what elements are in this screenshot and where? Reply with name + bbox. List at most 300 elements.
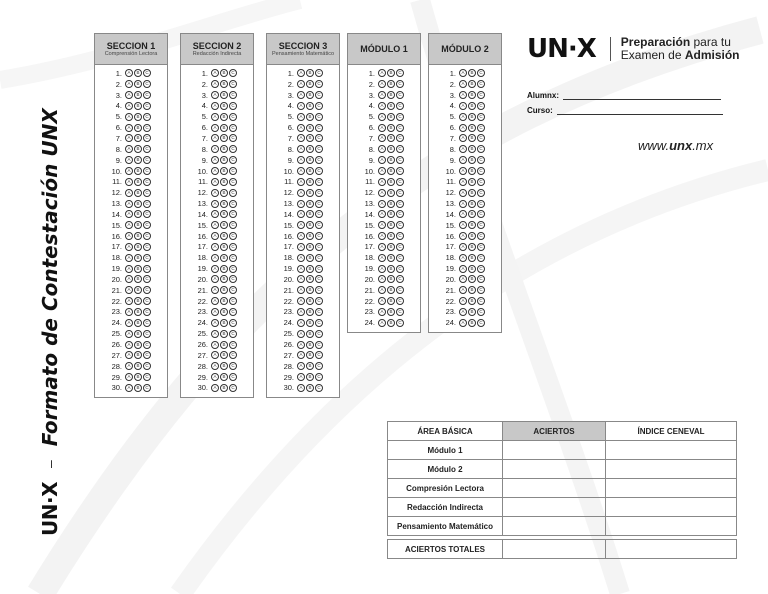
answer-bubble-c[interactable]: C xyxy=(477,80,485,88)
answer-bubble-a[interactable]: A xyxy=(211,200,219,208)
answer-bubble-c[interactable]: C xyxy=(229,124,237,132)
answer-bubble-b[interactable]: B xyxy=(306,362,314,370)
answer-bubble-a[interactable]: A xyxy=(297,286,305,294)
answer-bubble-a[interactable]: A xyxy=(297,308,305,316)
total-indice-cell[interactable] xyxy=(606,540,737,559)
answer-bubble-c[interactable]: C xyxy=(143,80,151,88)
answer-bubble-b[interactable]: B xyxy=(220,308,228,316)
answer-bubble-c[interactable]: C xyxy=(229,351,237,359)
answer-bubble-a[interactable]: A xyxy=(211,102,219,110)
answer-bubble-c[interactable]: C xyxy=(396,156,404,164)
answer-bubble-b[interactable]: B xyxy=(306,297,314,305)
answer-bubble-a[interactable]: A xyxy=(459,156,467,164)
answer-bubble-c[interactable]: C xyxy=(396,189,404,197)
answer-bubble-c[interactable]: C xyxy=(315,265,323,273)
answer-bubble-b[interactable]: B xyxy=(134,156,142,164)
indice-cell[interactable] xyxy=(606,517,737,536)
answer-bubble-c[interactable]: C xyxy=(229,91,237,99)
answer-bubble-a[interactable]: A xyxy=(297,221,305,229)
answer-bubble-b[interactable]: B xyxy=(306,232,314,240)
answer-bubble-b[interactable]: B xyxy=(306,156,314,164)
answer-bubble-b[interactable]: B xyxy=(387,102,395,110)
answer-bubble-b[interactable]: B xyxy=(468,178,476,186)
answer-bubble-b[interactable]: B xyxy=(134,69,142,77)
answer-bubble-b[interactable]: B xyxy=(220,200,228,208)
answer-bubble-b[interactable]: B xyxy=(134,319,142,327)
answer-bubble-b[interactable]: B xyxy=(306,330,314,338)
answer-bubble-a[interactable]: A xyxy=(297,265,305,273)
answer-bubble-c[interactable]: C xyxy=(396,80,404,88)
answer-bubble-a[interactable]: A xyxy=(125,297,133,305)
answer-bubble-c[interactable]: C xyxy=(143,330,151,338)
answer-bubble-b[interactable]: B xyxy=(134,297,142,305)
answer-bubble-b[interactable]: B xyxy=(220,91,228,99)
answer-bubble-b[interactable]: B xyxy=(220,113,228,121)
answer-bubble-c[interactable]: C xyxy=(477,69,485,77)
answer-bubble-b[interactable]: B xyxy=(134,210,142,218)
answer-bubble-c[interactable]: C xyxy=(477,178,485,186)
answer-bubble-b[interactable]: B xyxy=(306,178,314,186)
answer-bubble-b[interactable]: B xyxy=(387,189,395,197)
answer-bubble-b[interactable]: B xyxy=(468,80,476,88)
answer-bubble-b[interactable]: B xyxy=(387,275,395,283)
answer-bubble-c[interactable]: C xyxy=(143,232,151,240)
answer-bubble-c[interactable]: C xyxy=(315,167,323,175)
answer-bubble-b[interactable]: B xyxy=(306,113,314,121)
answer-bubble-a[interactable]: A xyxy=(211,275,219,283)
answer-bubble-b[interactable]: B xyxy=(387,243,395,251)
answer-bubble-c[interactable]: C xyxy=(143,91,151,99)
answer-bubble-c[interactable]: C xyxy=(143,167,151,175)
answer-bubble-c[interactable]: C xyxy=(477,232,485,240)
answer-bubble-a[interactable]: A xyxy=(297,210,305,218)
answer-bubble-c[interactable]: C xyxy=(143,200,151,208)
answer-bubble-b[interactable]: B xyxy=(387,308,395,316)
answer-bubble-b[interactable]: B xyxy=(306,102,314,110)
answer-bubble-b[interactable]: B xyxy=(134,145,142,153)
answer-bubble-b[interactable]: B xyxy=(220,384,228,392)
answer-bubble-c[interactable]: C xyxy=(229,200,237,208)
answer-bubble-a[interactable]: A xyxy=(378,221,386,229)
answer-bubble-c[interactable]: C xyxy=(143,156,151,164)
answer-bubble-c[interactable]: C xyxy=(229,373,237,381)
answer-bubble-c[interactable]: C xyxy=(396,319,404,327)
answer-bubble-a[interactable]: A xyxy=(211,156,219,164)
answer-bubble-a[interactable]: A xyxy=(211,341,219,349)
indice-cell[interactable] xyxy=(606,441,737,460)
answer-bubble-c[interactable]: C xyxy=(229,167,237,175)
answer-bubble-b[interactable]: B xyxy=(387,221,395,229)
answer-bubble-b[interactable]: B xyxy=(387,91,395,99)
answer-bubble-a[interactable]: A xyxy=(459,167,467,175)
answer-bubble-c[interactable]: C xyxy=(477,189,485,197)
answer-bubble-a[interactable]: A xyxy=(211,189,219,197)
answer-bubble-c[interactable]: C xyxy=(229,156,237,164)
answer-bubble-b[interactable]: B xyxy=(387,319,395,327)
answer-bubble-a[interactable]: A xyxy=(297,167,305,175)
answer-bubble-b[interactable]: B xyxy=(134,134,142,142)
answer-bubble-c[interactable]: C xyxy=(229,232,237,240)
answer-bubble-a[interactable]: A xyxy=(297,373,305,381)
answer-bubble-a[interactable]: A xyxy=(459,80,467,88)
answer-bubble-b[interactable]: B xyxy=(387,210,395,218)
answer-bubble-c[interactable]: C xyxy=(477,134,485,142)
answer-bubble-b[interactable]: B xyxy=(387,265,395,273)
answer-bubble-a[interactable]: A xyxy=(459,189,467,197)
answer-bubble-b[interactable]: B xyxy=(306,265,314,273)
answer-bubble-c[interactable]: C xyxy=(143,286,151,294)
answer-bubble-c[interactable]: C xyxy=(396,232,404,240)
answer-bubble-b[interactable]: B xyxy=(134,80,142,88)
answer-bubble-c[interactable]: C xyxy=(396,297,404,305)
answer-bubble-a[interactable]: A xyxy=(297,351,305,359)
answer-bubble-a[interactable]: A xyxy=(211,254,219,262)
answer-bubble-a[interactable]: A xyxy=(459,102,467,110)
answer-bubble-a[interactable]: A xyxy=(211,113,219,121)
answer-bubble-c[interactable]: C xyxy=(229,308,237,316)
answer-bubble-c[interactable]: C xyxy=(396,167,404,175)
answer-bubble-c[interactable]: C xyxy=(396,275,404,283)
answer-bubble-c[interactable]: C xyxy=(477,243,485,251)
answer-bubble-c[interactable]: C xyxy=(315,351,323,359)
answer-bubble-a[interactable]: A xyxy=(378,210,386,218)
answer-bubble-c[interactable]: C xyxy=(477,113,485,121)
answer-bubble-a[interactable]: A xyxy=(297,178,305,186)
answer-bubble-c[interactable]: C xyxy=(315,200,323,208)
answer-bubble-b[interactable]: B xyxy=(306,308,314,316)
answer-bubble-a[interactable]: A xyxy=(378,232,386,240)
answer-bubble-c[interactable]: C xyxy=(396,243,404,251)
answer-bubble-c[interactable]: C xyxy=(396,145,404,153)
answer-bubble-a[interactable]: A xyxy=(125,80,133,88)
answer-bubble-b[interactable]: B xyxy=(468,124,476,132)
answer-bubble-a[interactable]: A xyxy=(459,232,467,240)
answer-bubble-c[interactable]: C xyxy=(315,341,323,349)
answer-bubble-c[interactable]: C xyxy=(229,297,237,305)
answer-bubble-b[interactable]: B xyxy=(468,286,476,294)
answer-bubble-b[interactable]: B xyxy=(306,373,314,381)
answer-bubble-a[interactable]: A xyxy=(125,178,133,186)
answer-bubble-a[interactable]: A xyxy=(297,275,305,283)
answer-bubble-c[interactable]: C xyxy=(477,200,485,208)
answer-bubble-a[interactable]: A xyxy=(297,91,305,99)
answer-bubble-a[interactable]: A xyxy=(211,221,219,229)
answer-bubble-c[interactable]: C xyxy=(143,373,151,381)
answer-bubble-b[interactable]: B xyxy=(387,145,395,153)
answer-bubble-b[interactable]: B xyxy=(134,265,142,273)
answer-bubble-c[interactable]: C xyxy=(396,124,404,132)
answer-bubble-a[interactable]: A xyxy=(459,178,467,186)
indice-cell[interactable] xyxy=(606,479,737,498)
answer-bubble-a[interactable]: A xyxy=(125,91,133,99)
answer-bubble-a[interactable]: A xyxy=(378,145,386,153)
answer-bubble-b[interactable]: B xyxy=(468,265,476,273)
answer-bubble-b[interactable]: B xyxy=(387,200,395,208)
answer-bubble-b[interactable]: B xyxy=(468,232,476,240)
answer-bubble-a[interactable]: A xyxy=(378,265,386,273)
answer-bubble-a[interactable]: A xyxy=(297,113,305,121)
answer-bubble-b[interactable]: B xyxy=(306,351,314,359)
answer-bubble-c[interactable]: C xyxy=(315,178,323,186)
answer-bubble-c[interactable]: C xyxy=(143,384,151,392)
answer-bubble-a[interactable]: A xyxy=(125,167,133,175)
answer-bubble-b[interactable]: B xyxy=(134,275,142,283)
answer-bubble-b[interactable]: B xyxy=(468,200,476,208)
answer-bubble-c[interactable]: C xyxy=(315,286,323,294)
answer-bubble-b[interactable]: B xyxy=(306,286,314,294)
answer-bubble-c[interactable]: C xyxy=(477,167,485,175)
aciertos-cell[interactable] xyxy=(503,498,606,517)
answer-bubble-a[interactable]: A xyxy=(297,134,305,142)
answer-bubble-c[interactable]: C xyxy=(315,134,323,142)
answer-bubble-b[interactable]: B xyxy=(220,124,228,132)
answer-bubble-b[interactable]: B xyxy=(220,297,228,305)
answer-bubble-a[interactable]: A xyxy=(378,319,386,327)
answer-bubble-b[interactable]: B xyxy=(220,210,228,218)
answer-bubble-a[interactable]: A xyxy=(125,265,133,273)
answer-bubble-b[interactable]: B xyxy=(134,113,142,121)
answer-bubble-a[interactable]: A xyxy=(378,69,386,77)
answer-bubble-c[interactable]: C xyxy=(477,308,485,316)
answer-bubble-c[interactable]: C xyxy=(143,145,151,153)
answer-bubble-b[interactable]: B xyxy=(306,167,314,175)
answer-bubble-c[interactable]: C xyxy=(143,254,151,262)
answer-bubble-b[interactable]: B xyxy=(306,80,314,88)
answer-bubble-b[interactable]: B xyxy=(220,265,228,273)
answer-bubble-c[interactable]: C xyxy=(229,113,237,121)
answer-bubble-a[interactable]: A xyxy=(378,178,386,186)
answer-bubble-a[interactable]: A xyxy=(125,351,133,359)
answer-bubble-a[interactable]: A xyxy=(378,189,386,197)
answer-bubble-a[interactable]: A xyxy=(297,243,305,251)
answer-bubble-a[interactable]: A xyxy=(125,308,133,316)
answer-bubble-b[interactable]: B xyxy=(387,156,395,164)
answer-bubble-b[interactable]: B xyxy=(306,200,314,208)
answer-bubble-b[interactable]: B xyxy=(220,286,228,294)
answer-bubble-c[interactable]: C xyxy=(229,243,237,251)
answer-bubble-a[interactable]: A xyxy=(211,69,219,77)
answer-bubble-a[interactable]: A xyxy=(125,275,133,283)
answer-bubble-a[interactable]: A xyxy=(378,102,386,110)
answer-bubble-a[interactable]: A xyxy=(125,243,133,251)
answer-bubble-b[interactable]: B xyxy=(468,69,476,77)
answer-bubble-c[interactable]: C xyxy=(143,308,151,316)
answer-bubble-b[interactable]: B xyxy=(468,221,476,229)
aciertos-cell[interactable] xyxy=(503,441,606,460)
answer-bubble-c[interactable]: C xyxy=(477,156,485,164)
answer-bubble-b[interactable]: B xyxy=(387,167,395,175)
answer-bubble-c[interactable]: C xyxy=(229,330,237,338)
answer-bubble-c[interactable]: C xyxy=(396,113,404,121)
answer-bubble-c[interactable]: C xyxy=(315,362,323,370)
answer-bubble-b[interactable]: B xyxy=(220,167,228,175)
answer-bubble-a[interactable]: A xyxy=(378,80,386,88)
answer-bubble-c[interactable]: C xyxy=(143,102,151,110)
answer-bubble-a[interactable]: A xyxy=(211,373,219,381)
answer-bubble-a[interactable]: A xyxy=(459,200,467,208)
answer-bubble-b[interactable]: B xyxy=(387,286,395,294)
answer-bubble-c[interactable]: C xyxy=(143,319,151,327)
answer-bubble-b[interactable]: B xyxy=(134,91,142,99)
answer-bubble-c[interactable]: C xyxy=(477,102,485,110)
answer-bubble-c[interactable]: C xyxy=(477,124,485,132)
answer-bubble-a[interactable]: A xyxy=(125,156,133,164)
answer-bubble-a[interactable]: A xyxy=(378,167,386,175)
answer-bubble-b[interactable]: B xyxy=(134,362,142,370)
answer-bubble-a[interactable]: A xyxy=(378,297,386,305)
answer-bubble-a[interactable]: A xyxy=(297,69,305,77)
answer-bubble-b[interactable]: B xyxy=(306,134,314,142)
answer-bubble-b[interactable]: B xyxy=(220,102,228,110)
answer-bubble-a[interactable]: A xyxy=(378,286,386,294)
answer-bubble-c[interactable]: C xyxy=(143,134,151,142)
answer-bubble-c[interactable]: C xyxy=(143,69,151,77)
answer-bubble-c[interactable]: C xyxy=(315,91,323,99)
answer-bubble-a[interactable]: A xyxy=(459,243,467,251)
answer-bubble-c[interactable]: C xyxy=(143,275,151,283)
answer-bubble-c[interactable]: C xyxy=(396,254,404,262)
answer-bubble-b[interactable]: B xyxy=(220,319,228,327)
answer-bubble-c[interactable]: C xyxy=(477,221,485,229)
answer-bubble-c[interactable]: C xyxy=(315,210,323,218)
answer-bubble-b[interactable]: B xyxy=(306,91,314,99)
answer-bubble-c[interactable]: C xyxy=(143,178,151,186)
answer-bubble-c[interactable]: C xyxy=(477,275,485,283)
answer-bubble-a[interactable]: A xyxy=(378,200,386,208)
answer-bubble-a[interactable]: A xyxy=(125,232,133,240)
answer-bubble-a[interactable]: A xyxy=(297,102,305,110)
answer-bubble-a[interactable]: A xyxy=(297,297,305,305)
answer-bubble-a[interactable]: A xyxy=(125,134,133,142)
answer-bubble-c[interactable]: C xyxy=(229,178,237,186)
answer-bubble-a[interactable]: A xyxy=(211,265,219,273)
answer-bubble-b[interactable]: B xyxy=(220,145,228,153)
answer-bubble-a[interactable]: A xyxy=(125,200,133,208)
answer-bubble-a[interactable]: A xyxy=(125,102,133,110)
answer-bubble-c[interactable]: C xyxy=(315,69,323,77)
answer-bubble-a[interactable]: A xyxy=(211,351,219,359)
answer-bubble-a[interactable]: A xyxy=(211,362,219,370)
answer-bubble-c[interactable]: C xyxy=(315,384,323,392)
answer-bubble-b[interactable]: B xyxy=(220,69,228,77)
answer-bubble-a[interactable]: A xyxy=(378,243,386,251)
answer-bubble-b[interactable]: B xyxy=(306,243,314,251)
answer-bubble-b[interactable]: B xyxy=(306,341,314,349)
answer-bubble-c[interactable]: C xyxy=(396,69,404,77)
answer-bubble-b[interactable]: B xyxy=(387,254,395,262)
answer-bubble-c[interactable]: C xyxy=(315,319,323,327)
answer-bubble-b[interactable]: B xyxy=(134,384,142,392)
answer-bubble-c[interactable]: C xyxy=(315,275,323,283)
answer-bubble-b[interactable]: B xyxy=(134,221,142,229)
answer-bubble-c[interactable]: C xyxy=(396,134,404,142)
course-field[interactable] xyxy=(527,106,723,115)
answer-bubble-a[interactable]: A xyxy=(378,113,386,121)
answer-bubble-c[interactable]: C xyxy=(396,210,404,218)
answer-bubble-c[interactable]: C xyxy=(143,351,151,359)
answer-bubble-b[interactable]: B xyxy=(468,189,476,197)
answer-bubble-b[interactable]: B xyxy=(134,308,142,316)
answer-bubble-a[interactable]: A xyxy=(125,373,133,381)
answer-bubble-b[interactable]: B xyxy=(468,254,476,262)
answer-bubble-c[interactable]: C xyxy=(477,210,485,218)
student-field[interactable] xyxy=(527,91,721,100)
answer-bubble-a[interactable]: A xyxy=(459,91,467,99)
answer-bubble-c[interactable]: C xyxy=(477,265,485,273)
answer-bubble-b[interactable]: B xyxy=(220,275,228,283)
answer-bubble-a[interactable]: A xyxy=(125,330,133,338)
answer-bubble-b[interactable]: B xyxy=(387,69,395,77)
answer-bubble-a[interactable]: A xyxy=(297,156,305,164)
answer-bubble-b[interactable]: B xyxy=(468,243,476,251)
answer-bubble-c[interactable]: C xyxy=(229,362,237,370)
indice-cell[interactable] xyxy=(606,460,737,479)
answer-bubble-b[interactable]: B xyxy=(220,178,228,186)
answer-bubble-c[interactable]: C xyxy=(143,113,151,121)
answer-bubble-c[interactable]: C xyxy=(396,91,404,99)
answer-bubble-a[interactable]: A xyxy=(297,254,305,262)
answer-bubble-c[interactable]: C xyxy=(315,145,323,153)
answer-bubble-c[interactable]: C xyxy=(396,308,404,316)
answer-bubble-b[interactable]: B xyxy=(306,210,314,218)
answer-bubble-a[interactable]: A xyxy=(297,124,305,132)
answer-bubble-b[interactable]: B xyxy=(220,232,228,240)
answer-bubble-c[interactable]: C xyxy=(229,102,237,110)
answer-bubble-c[interactable]: C xyxy=(396,265,404,273)
answer-bubble-c[interactable]: C xyxy=(315,373,323,381)
answer-bubble-c[interactable]: C xyxy=(396,221,404,229)
answer-bubble-b[interactable]: B xyxy=(468,319,476,327)
answer-bubble-c[interactable]: C xyxy=(229,134,237,142)
answer-bubble-a[interactable]: A xyxy=(125,341,133,349)
answer-bubble-c[interactable]: C xyxy=(229,384,237,392)
answer-bubble-a[interactable]: A xyxy=(459,286,467,294)
answer-bubble-a[interactable]: A xyxy=(297,384,305,392)
answer-bubble-b[interactable]: B xyxy=(220,373,228,381)
answer-bubble-c[interactable]: C xyxy=(143,124,151,132)
answer-bubble-a[interactable]: A xyxy=(211,319,219,327)
answer-bubble-c[interactable]: C xyxy=(315,113,323,121)
answer-bubble-a[interactable]: A xyxy=(125,145,133,153)
answer-bubble-a[interactable]: A xyxy=(211,178,219,186)
answer-bubble-b[interactable]: B xyxy=(306,145,314,153)
answer-bubble-b[interactable]: B xyxy=(134,178,142,186)
answer-bubble-c[interactable]: C xyxy=(477,297,485,305)
answer-bubble-c[interactable]: C xyxy=(315,80,323,88)
answer-bubble-a[interactable]: A xyxy=(211,210,219,218)
answer-bubble-c[interactable]: C xyxy=(396,178,404,186)
answer-bubble-b[interactable]: B xyxy=(306,384,314,392)
answer-bubble-a[interactable]: A xyxy=(378,134,386,142)
answer-bubble-a[interactable]: A xyxy=(125,319,133,327)
answer-bubble-b[interactable]: B xyxy=(387,134,395,142)
answer-bubble-c[interactable]: C xyxy=(143,210,151,218)
answer-bubble-a[interactable]: A xyxy=(459,134,467,142)
answer-bubble-c[interactable]: C xyxy=(315,189,323,197)
answer-bubble-b[interactable]: B xyxy=(220,80,228,88)
answer-bubble-a[interactable]: A xyxy=(211,134,219,142)
answer-bubble-a[interactable]: A xyxy=(378,91,386,99)
answer-bubble-a[interactable]: A xyxy=(211,91,219,99)
answer-bubble-a[interactable]: A xyxy=(211,124,219,132)
answer-bubble-a[interactable]: A xyxy=(378,254,386,262)
answer-bubble-a[interactable]: A xyxy=(459,254,467,262)
answer-bubble-b[interactable]: B xyxy=(134,330,142,338)
course-input-line[interactable] xyxy=(557,107,723,115)
answer-bubble-c[interactable]: C xyxy=(477,319,485,327)
answer-bubble-a[interactable]: A xyxy=(297,319,305,327)
student-input-line[interactable] xyxy=(563,92,721,100)
